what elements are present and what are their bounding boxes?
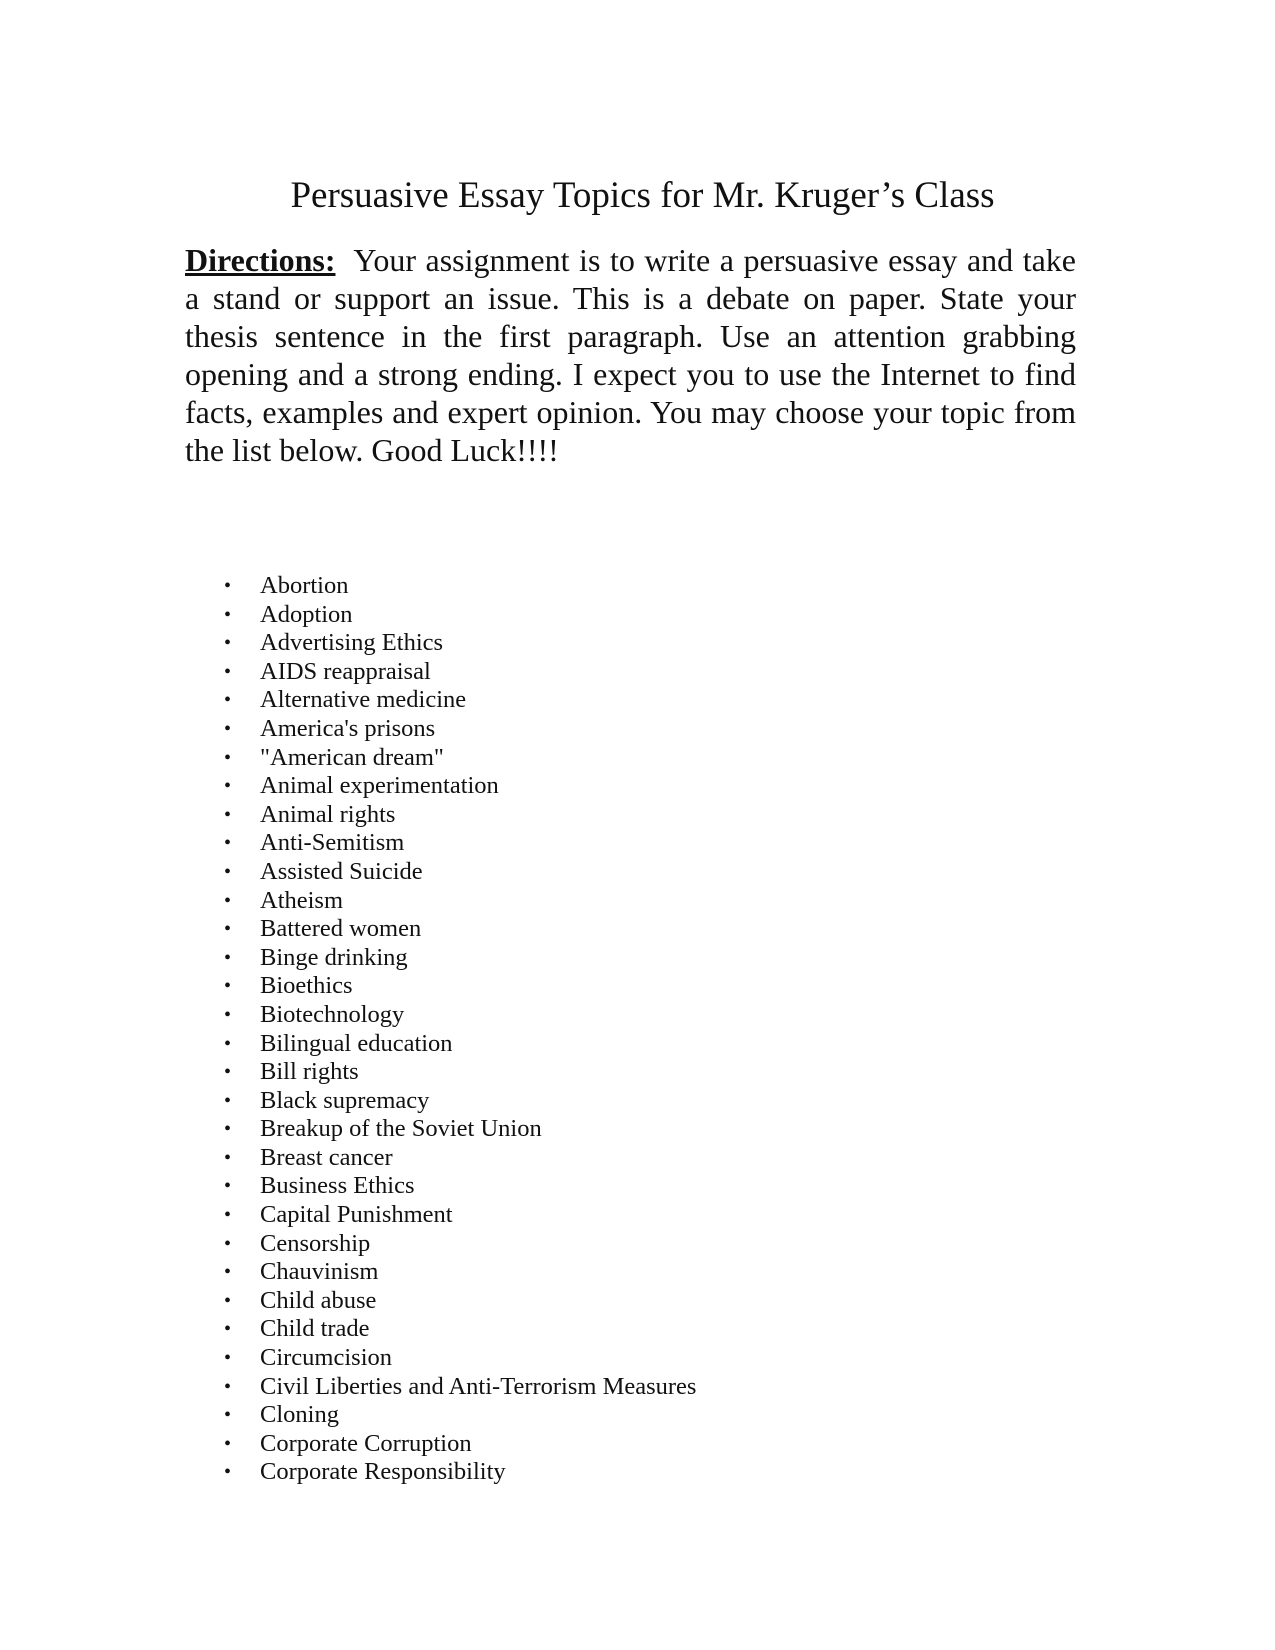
topic-label: Corporate Responsibility [260,1458,506,1486]
bullet-icon: • [224,575,232,597]
bullet-icon: • [224,1461,232,1484]
topic-label: Atheism [260,886,344,914]
topic-label: Bioethics [260,972,353,1000]
topic-label: Assisted Suicide [260,857,423,885]
bullet-icon: • [224,1347,232,1370]
topic-label: Circumcision [260,1344,393,1372]
bullet-icon: • [224,889,232,912]
bullet-icon: • [224,946,232,969]
bullet-icon: • [224,918,232,941]
topic-label: AIDS reappraisal [260,657,431,685]
bullet-icon: • [224,1404,232,1427]
bullet-icon: • [224,1089,232,1112]
topic-label: Corporate Corruption [260,1429,472,1457]
topic-label: Civil Liberties and Anti-Terrorism Measures [260,1372,697,1400]
topic-label: Alternative medicine [260,686,467,714]
topic-label: Breast cancer [260,1143,393,1171]
topic-label: Bilingual education [260,1029,453,1057]
bullet-icon: • [224,660,232,683]
topic-label: Child abuse [260,1286,377,1314]
topic-label: Abortion [260,572,349,599]
topic-label: Cloning [260,1401,339,1429]
bullet-icon: • [224,632,232,655]
bullet-icon: • [224,1232,232,1255]
bullet-icon: • [224,1003,232,1026]
bullet-icon: • [224,1032,232,1055]
page-title: Persuasive Essay Topics for Mr. Kruger’s Class [290,175,995,216]
topic-label: America's prisons [260,714,436,742]
bullet-icon: • [224,803,232,826]
topic-label: Anti-Semitism [260,829,405,857]
topic-label: Advertising Ethics [260,629,444,657]
topic-label: "American dream" [260,743,444,771]
topic-label: Binge drinking [260,943,408,971]
topic-label: Chauvinism [260,1258,379,1286]
bullet-icon: • [224,1146,232,1169]
topic-label: Child trade [260,1315,370,1343]
bullet-icon: • [224,1175,232,1198]
topic-label: Breakup of the Soviet Union [260,1115,542,1143]
bullet-icon: • [224,746,232,769]
bullet-icon: • [224,689,232,712]
bullet-icon: • [224,1118,232,1141]
bullet-icon: • [224,860,232,883]
directions-label: Directions: [185,242,336,278]
directions-text: Your assignment is to write a persuasive essay and take a stand or support an issue. This is a debate on paper. State your thesis sentence in the first paragraph. Use an attention grabbing opening and a strong ending. I expect you to use the Internet to find facts, examples and expert opinion. You may choose your topic from the list below. Good Luck!!!! [185,242,1077,468]
topic-label: Bill rights [260,1058,359,1086]
topic-label: Adoption [260,600,353,628]
topic-label: Animal rights [260,800,396,828]
bullet-icon: • [224,1375,232,1398]
topic-label: Black supremacy [260,1086,430,1114]
topic-label: Animal experimentation [260,772,499,800]
bullet-icon: • [224,975,232,998]
topic-label: Business Ethics [260,1172,415,1200]
topic-label: Biotechnology [260,1000,405,1028]
bullet-icon: • [224,1289,232,1312]
topic-label: Battered women [260,915,422,943]
bullet-icon: • [224,603,232,626]
bullet-icon: • [224,1061,232,1084]
bullet-icon: • [224,1432,232,1455]
bullet-icon: • [224,832,232,855]
topic-label: Censorship [260,1229,371,1257]
bullet-icon: • [224,1204,232,1227]
bullet-icon: • [224,717,232,740]
bullet-icon: • [224,1318,232,1341]
directions-paragraph [185,241,1076,469]
bullet-icon: • [224,1261,232,1284]
bullet-icon: • [224,775,232,798]
topic-label: Capital Punishment [260,1201,453,1229]
